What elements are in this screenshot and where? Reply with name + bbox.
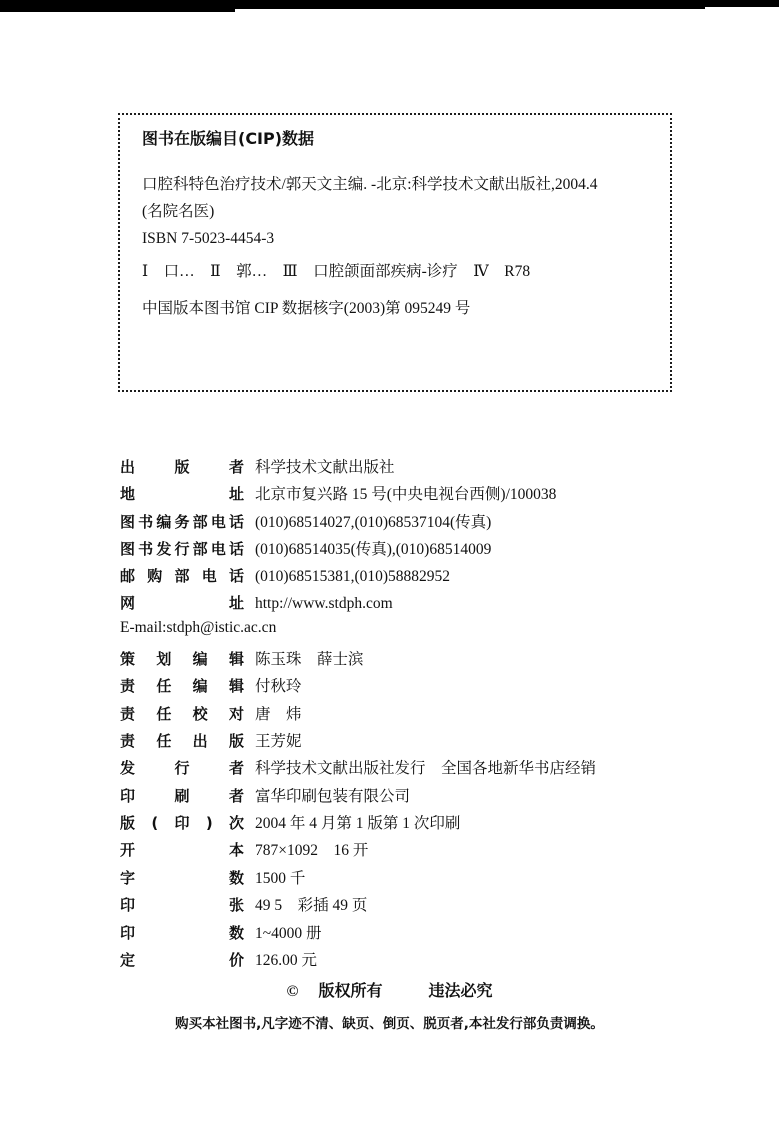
colophon-value: 付秋玲 [255, 678, 302, 696]
colophon-label: 图书编务部电话 [120, 512, 244, 531]
colophon-label: 印张 [120, 896, 244, 915]
infringement-statement: 违法必究 [428, 981, 493, 1000]
cip-line: 口腔科特色治疗技术/郭天文主编. -北京:科学技术文献出版社,2004.4 [142, 176, 598, 193]
colophon-row [120, 702, 700, 729]
copyright-statement: 版权所有 [318, 981, 383, 1000]
colophon-label: 开本 [120, 841, 244, 860]
colophon-value: 49 5 彩插 49 页 [255, 897, 368, 915]
scan-artifact-top-mid [235, 3, 705, 9]
colophon-row [120, 537, 700, 564]
colophon-row [120, 482, 700, 509]
cip-title: 图书在版编目(CIP)数据 [142, 129, 315, 148]
scan-artifact-top-thick [0, 0, 235, 12]
colophon-value: 126.00 元 [255, 952, 318, 970]
colophon-row [120, 565, 700, 592]
colophon-label: 发行者 [120, 759, 244, 778]
colophon-label: 印数 [120, 923, 244, 942]
colophon-label: 定价 [120, 951, 244, 970]
colophon-value: http://www.stdph.com [255, 594, 393, 612]
colophon-row [120, 784, 700, 811]
colophon-label: 责任编辑 [120, 677, 244, 696]
colophon-row [120, 921, 700, 948]
cip-line: ISBN 7-5023-4454-3 [142, 230, 275, 247]
colophon-value: 富华印刷包装有限公司 [255, 787, 411, 805]
colophon-value: 787×1092 16 开 [255, 842, 369, 860]
colophon-row [120, 455, 700, 482]
cip-line: (名院名医) [142, 203, 215, 220]
colophon-row [120, 866, 700, 893]
colophon-value: (010)68514035(传真),(010)68514009 [255, 541, 492, 559]
colophon-value: 北京市复兴路 15 号(中央电视台西侧)/100038 [255, 486, 557, 504]
colophon-row [120, 893, 700, 920]
colophon-row [120, 647, 700, 674]
colophon-label: 责任出版 [120, 731, 244, 750]
cip-line: 中国版本图书馆 CIP 数据核字(2003)第 095249 号 [142, 300, 471, 317]
cip-line: Ⅰ 口… Ⅱ 郭… Ⅲ 口腔颌面部疾病-诊疗 Ⅳ R78 [142, 263, 531, 280]
colophon-label: 出版者 [120, 458, 244, 476]
colophon-label: 版(印)次 [120, 814, 244, 833]
colophon-label: 印刷者 [120, 786, 244, 805]
colophon-value: 科学技术文献出版社发行 全国各地新华书店经销 [255, 760, 597, 778]
colophon-row [120, 811, 700, 838]
colophon-label: 网址 [120, 593, 244, 612]
colophon [120, 455, 700, 975]
replacement-notice: 购买本社图书,凡字迹不清、缺页、倒页、脱页者,本社发行部负责调换。 [175, 1016, 604, 1032]
colophon-row [120, 510, 700, 537]
colophon-value: 陈玉珠 薛士滨 [255, 650, 364, 668]
colophon-value: 1500 千 [255, 869, 306, 887]
colophon-row [120, 838, 700, 865]
colophon-row [120, 592, 700, 619]
copyright-line [0, 978, 779, 1001]
colophon-email: E-mail:stdph@istic.ac.cn [120, 619, 277, 637]
colophon-row [120, 619, 700, 646]
colophon-label: 策划编辑 [120, 649, 244, 668]
colophon-label: 字数 [120, 868, 244, 887]
colophon-value: 科学技术文献出版社 [255, 459, 395, 476]
colophon-label: 责任校对 [120, 704, 244, 723]
colophon-row [120, 674, 700, 701]
colophon-label: 邮购部电话 [120, 566, 244, 585]
copyright-symbol: © [286, 983, 299, 1000]
colophon-value: 1~4000 册 [255, 924, 322, 942]
colophon-value: 王芳妮 [255, 732, 302, 750]
colophon-value: (010)68514027,(010)68537104(传真) [255, 513, 492, 531]
colophon-label: 图书发行部电话 [120, 540, 244, 559]
cip-box [118, 113, 672, 392]
colophon-row [120, 756, 700, 783]
colophon-label: 地址 [120, 485, 244, 504]
colophon-row [120, 729, 700, 756]
colophon-row [120, 948, 700, 975]
colophon-value: 2004 年 4 月第 1 版第 1 次印刷 [255, 815, 461, 833]
cip-lines [142, 171, 652, 322]
colophon-value: 唐 炜 [255, 705, 302, 723]
colophon-value: (010)68515381,(010)58882952 [255, 567, 451, 585]
